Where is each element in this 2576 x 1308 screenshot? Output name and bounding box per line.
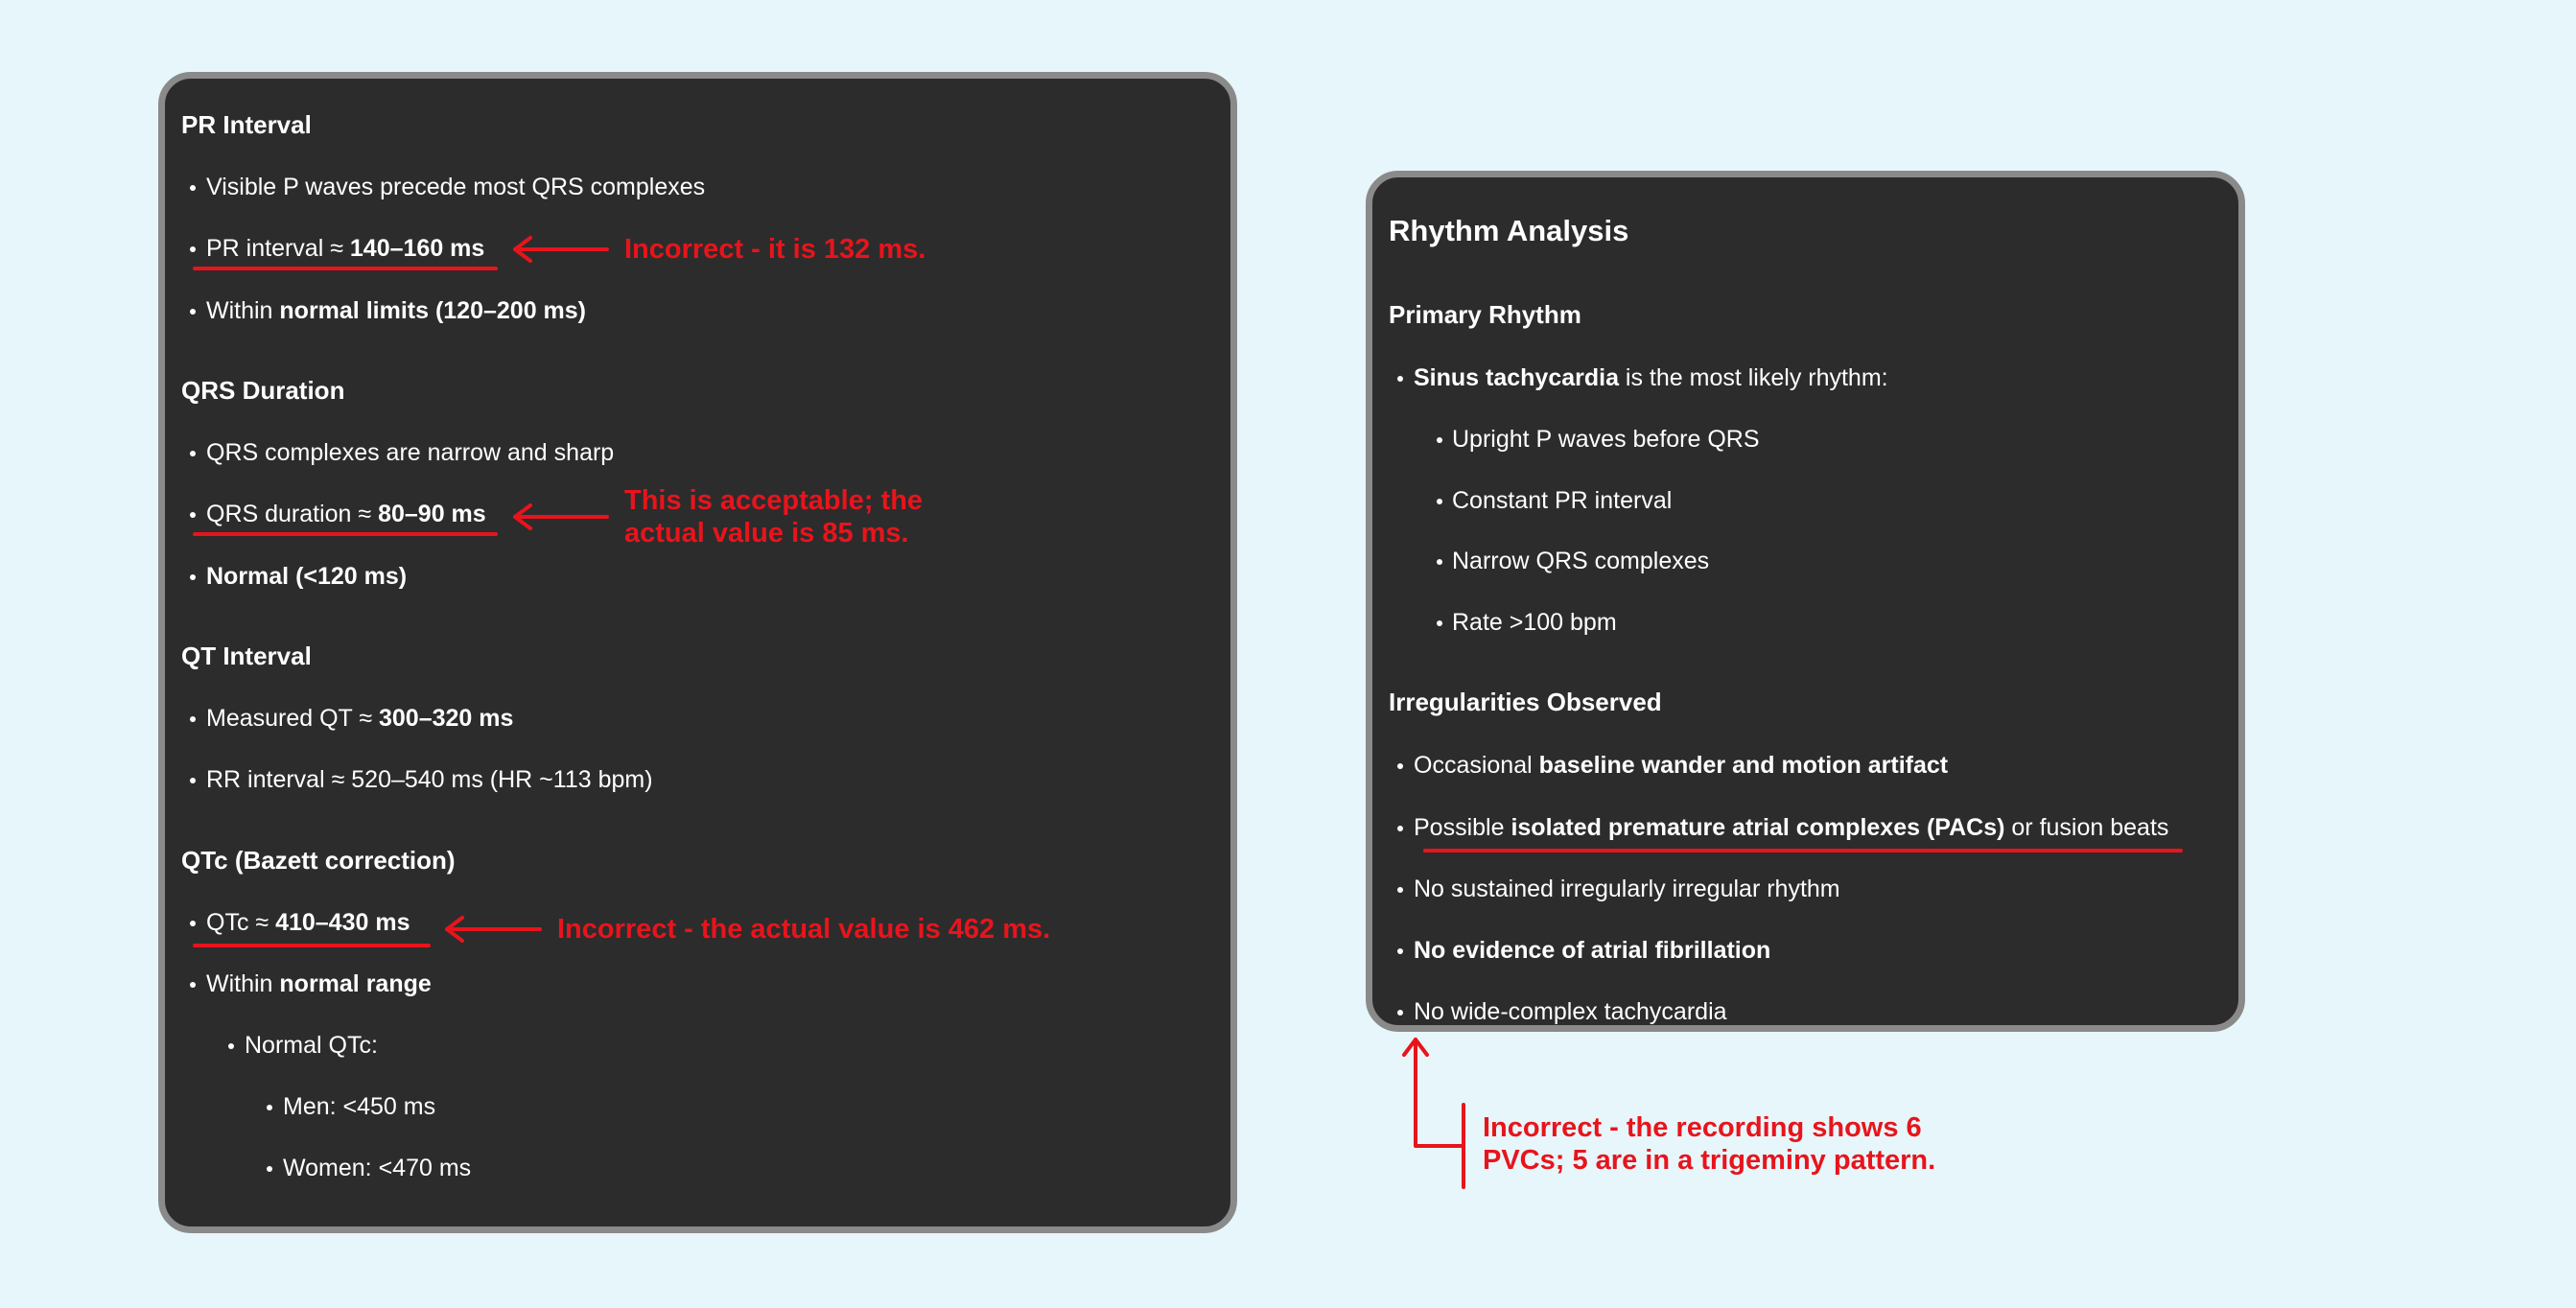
irregularities-heading: Irregularities Observed — [1389, 688, 1662, 716]
primary-sub-narrow-qrs: Narrow QRS complexes — [1452, 548, 1710, 574]
qtc-annotation: Incorrect - the actual value is 462 ms. — [557, 914, 1051, 945]
pr-interval-heading: PR Interval — [181, 110, 312, 139]
pvc-arrow-shaft — [1416, 1039, 1464, 1146]
qrs-annotation-line2: actual value is 85 ms. — [624, 518, 909, 549]
pvc-annotation-line2: PVCs; 5 are in a trigeminy pattern. — [1483, 1145, 1936, 1176]
qrs-annotation-line1: This is acceptable; the — [624, 485, 924, 516]
irregularity-no-sustained: No sustained irregularly irregular rhythm — [1414, 876, 1840, 902]
qt-item-rr-interval: RR interval ≈ 520–540 ms (HR ~113 bpm) — [206, 766, 653, 793]
rhythm-analysis-title: Rhythm Analysis — [1389, 214, 1629, 247]
irregularity-baseline-wander: Occasional baseline wander and motion artifact — [1414, 752, 1949, 779]
pr-item-interval: PR interval ≈ 140–160 ms — [206, 235, 485, 262]
primary-sub-upright-p: Upright P waves before QRS — [1452, 426, 1760, 453]
irregularity-no-afib: No evidence of atrial fibrillation — [1414, 937, 1771, 964]
pr-item-normal-limits: Within normal limits (120–200 ms) — [206, 297, 586, 324]
qtc-women-limit: Women: <470 ms — [283, 1155, 472, 1181]
qrs-duration-heading: QRS Duration — [181, 376, 345, 405]
qrs-item-normal: Normal (<120 ms) — [206, 563, 408, 590]
pr-annotation: Incorrect - it is 132 ms. — [624, 234, 926, 265]
qtc-normal-subheading: Normal QTc: — [245, 1032, 378, 1059]
irregularity-pacs: Possible isolated premature atrial complexes (PACs) or fusion beats — [1414, 814, 2169, 841]
pr-item-visible-p-waves: Visible P waves precede most QRS complexes — [206, 174, 706, 200]
qtc-heading: QTc (Bazett correction) — [181, 846, 456, 875]
irregularity-no-wide-complex: No wide-complex tachycardia — [1414, 998, 1727, 1025]
pvc-annotation-line1: Incorrect - the recording shows 6 — [1483, 1112, 1922, 1143]
primary-rhythm-item: Sinus tachycardia is the most likely rhythm: — [1414, 364, 1888, 391]
qtc-item-normal-range: Within normal range — [206, 970, 432, 997]
qrs-item-duration: QRS duration ≈ 80–90 ms — [206, 501, 486, 527]
qtc-item-value: QTc ≈ 410–430 ms — [206, 909, 410, 936]
primary-rhythm-heading: Primary Rhythm — [1389, 300, 1581, 329]
qt-item-measured: Measured QT ≈ 300–320 ms — [206, 705, 514, 732]
qtc-men-limit: Men: <450 ms — [283, 1093, 436, 1120]
qt-interval-heading: QT Interval — [181, 642, 312, 670]
primary-sub-constant-pr: Constant PR interval — [1452, 487, 1673, 514]
primary-sub-rate: Rate >100 bpm — [1452, 609, 1617, 636]
qrs-item-narrow: QRS complexes are narrow and sharp — [206, 439, 615, 466]
